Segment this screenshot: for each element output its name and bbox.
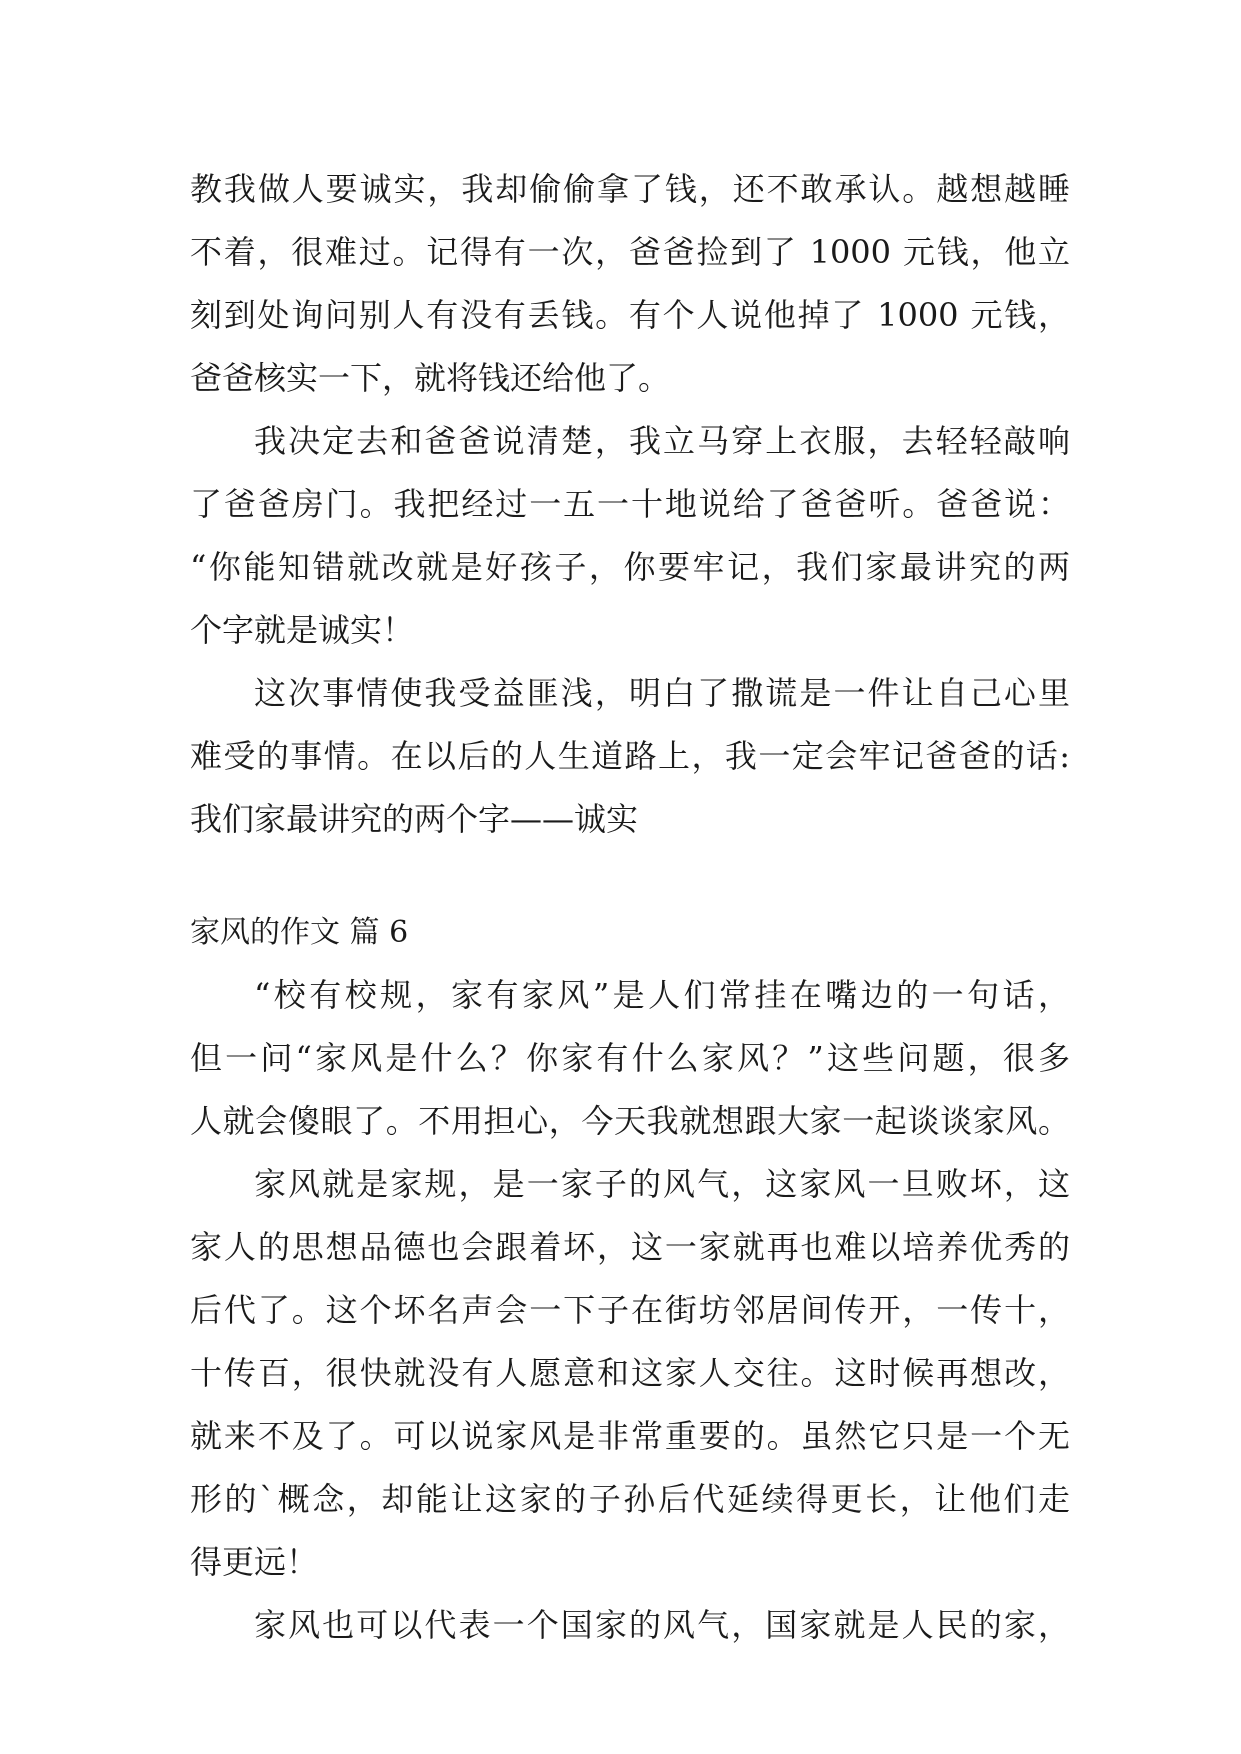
text-line: 形的`概念，却能让这家的子孙后代延续得更长，让他们走: [190, 1480, 1070, 1518]
text-line: 我们家最讲究的两个字——诚实: [190, 800, 639, 838]
text-line: 不着，很难过。记得有一次，爸爸捡到了 1000 元钱，他立: [190, 233, 1070, 271]
text-line: 得更远！: [190, 1543, 319, 1581]
text-line: 了爸爸房门。我把经过一五一十地说给了爸爸听。爸爸说：: [190, 485, 1070, 523]
text-line: 个字就是诚实！: [190, 611, 415, 649]
section-gap: [190, 851, 1070, 901]
paragraph: [190, 1153, 1070, 1594]
text-line: 就来不及了。可以说家风是非常重要的。虽然它只是一个无: [190, 1417, 1070, 1455]
text-line: 人就会傻眼了。不用担心，今天我就想跟大家一起谈谈家风。: [190, 1102, 1070, 1140]
text-line: 刻到处询问别人有没有丢钱。有个人说他掉了 1000 元钱，: [190, 296, 1070, 334]
section-heading: 家风的作文 篇 6: [190, 915, 409, 950]
text-line: 后代了。这个坏名声会一下子在街坊邻居间传开，一传十，: [190, 1291, 1070, 1329]
paragraph: [190, 158, 1070, 410]
document-body: [190, 158, 1070, 1657]
text-line: 我决定去和爸爸说清楚，我立马穿上衣服，去轻轻敲响: [254, 422, 1070, 460]
text-line: 家人的思想品德也会跟着坏，这一家就再也难以培养优秀的: [190, 1228, 1070, 1266]
text-line: 难受的事情。在以后的人生道路上，我一定会牢记爸爸的话:: [190, 737, 1070, 775]
paragraph: [190, 1594, 1070, 1657]
text-line: 但一问“家风是什么？你家有什么家风？”这些问题，很多: [190, 1039, 1070, 1077]
text-line: 爸爸核实一下，就将钱还给他了。: [190, 359, 671, 397]
paragraph: [190, 410, 1070, 662]
paragraph: [190, 662, 1070, 851]
text-line: 家风也可以代表一个国家的风气，国家就是人民的家，: [254, 1606, 1070, 1644]
text-line: 家风就是家规，是一家子的风气，这家风一旦败坏，这: [254, 1165, 1070, 1203]
text-line: “你能知错就改就是好孩子，你要牢记，我们家最讲究的两: [190, 548, 1070, 586]
paragraph: [190, 964, 1070, 1153]
text-line: 教我做人要诚实，我却偷偷拿了钱，还不敢承认。越想越睡: [190, 170, 1070, 208]
text-line: 十传百，很快就没有人愿意和这家人交往。这时候再想改，: [190, 1354, 1070, 1392]
text-line: 这次事情使我受益匪浅，明白了撒谎是一件让自己心里: [254, 674, 1070, 712]
text-line: “校有校规，家有家风”是人们常挂在嘴边的一句话，: [254, 976, 1070, 1014]
